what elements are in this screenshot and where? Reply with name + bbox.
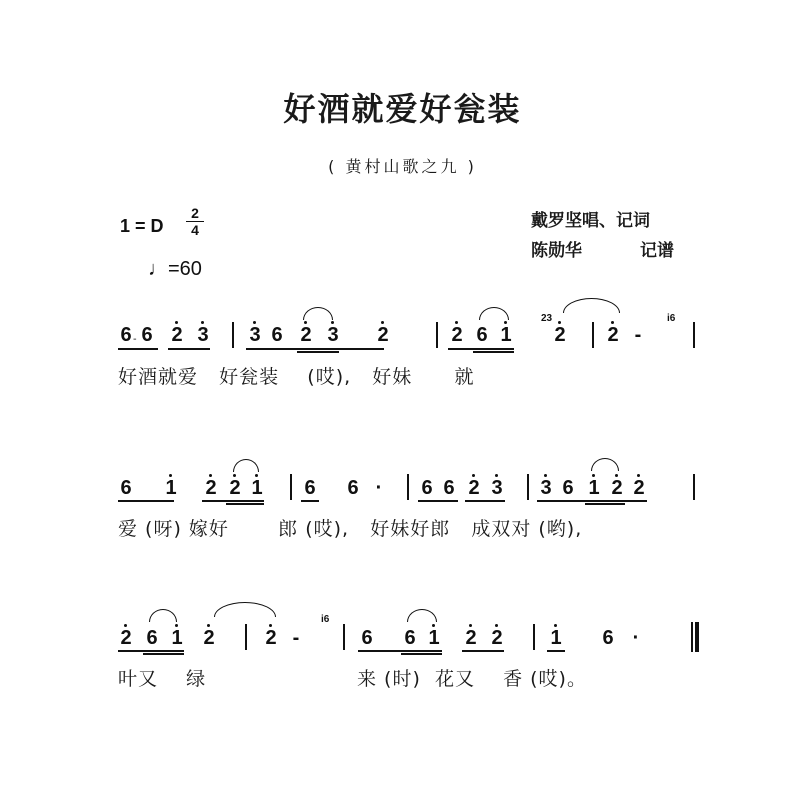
- barline: [592, 322, 594, 348]
- high-octave-dot: [504, 321, 507, 324]
- dash-mark: -: [133, 334, 137, 345]
- barline: [693, 474, 695, 500]
- slur: [303, 307, 333, 320]
- high-octave-dot: [233, 474, 236, 477]
- final-barline-thin: [691, 622, 693, 652]
- final-barline-thick: [695, 622, 699, 652]
- lyrics-line-3b: 来 (时) 花又 香 (哎)。: [357, 668, 587, 690]
- grace-note: 23: [541, 313, 553, 324]
- barline: [232, 322, 234, 348]
- underline: [448, 348, 514, 350]
- note-extension: -: [292, 627, 300, 649]
- barline: [693, 322, 695, 348]
- barline: [436, 322, 438, 348]
- underline: [418, 500, 458, 502]
- barline: [407, 474, 409, 500]
- high-octave-dot: [124, 624, 127, 627]
- underline: [537, 500, 647, 502]
- slur: [591, 458, 619, 471]
- song-subtitle: ( 黄村山歌之九 ): [328, 157, 477, 176]
- slur: [407, 609, 437, 622]
- high-octave-dot: [495, 624, 498, 627]
- note: 3: [491, 477, 503, 499]
- high-octave-dot: [432, 624, 435, 627]
- high-octave-dot: [558, 321, 561, 324]
- note: 6: [361, 627, 373, 649]
- note: 6: [347, 477, 359, 499]
- underline: [118, 348, 158, 350]
- credit-transcriber-role: 记谱: [640, 241, 674, 261]
- note: 2: [229, 477, 241, 499]
- high-octave-dot: [637, 474, 640, 477]
- underline: [401, 653, 442, 655]
- slur: [479, 307, 509, 320]
- note: 2: [120, 627, 132, 649]
- tempo-marking: [148, 258, 202, 281]
- note: 3: [197, 324, 209, 346]
- underline: [297, 351, 339, 353]
- note: 3: [327, 324, 339, 346]
- note: 2: [554, 324, 566, 346]
- underline: [226, 503, 264, 505]
- high-octave-dot: [331, 321, 334, 324]
- note: 6: [146, 627, 158, 649]
- note: 6: [421, 477, 433, 499]
- note: 2: [607, 324, 619, 346]
- note: 1: [588, 477, 600, 499]
- barline: [527, 474, 529, 500]
- note: 3: [249, 324, 261, 346]
- barline: [245, 624, 247, 650]
- note: 2: [633, 477, 645, 499]
- note: 2: [451, 324, 463, 346]
- note: 1: [251, 477, 263, 499]
- note: 6: [120, 324, 132, 346]
- high-octave-dot: [255, 474, 258, 477]
- note: 6: [141, 324, 153, 346]
- lyrics-line-3a: 叶又 绿: [118, 668, 207, 690]
- tie: [214, 602, 276, 617]
- note: 2: [205, 477, 217, 499]
- slur: [233, 459, 259, 472]
- high-octave-dot: [253, 321, 256, 324]
- high-octave-dot: [495, 474, 498, 477]
- underline: [358, 650, 442, 652]
- high-octave-dot: [381, 321, 384, 324]
- underline: [462, 650, 504, 652]
- credit-singer-lyricist: 戴罗坚唱、记词: [531, 211, 650, 231]
- underline: [585, 503, 625, 505]
- tempo-value: =60: [168, 258, 202, 280]
- high-octave-dot: [592, 474, 595, 477]
- quarter-note-icon: ♩: [148, 258, 168, 280]
- time-signature: [186, 206, 204, 237]
- high-octave-dot: [611, 321, 614, 324]
- note: 6: [602, 627, 614, 649]
- note: 6: [271, 324, 283, 346]
- note: 6: [404, 627, 416, 649]
- high-octave-dot: [207, 624, 210, 627]
- note: 2: [611, 477, 623, 499]
- barline: [290, 474, 292, 500]
- note: 2: [171, 324, 183, 346]
- note: 2: [491, 627, 503, 649]
- high-octave-dot: [175, 321, 178, 324]
- note: 3: [540, 477, 552, 499]
- high-octave-dot: [615, 474, 618, 477]
- note: 1: [165, 477, 177, 499]
- barline: [343, 624, 345, 650]
- grace-note: i6: [667, 313, 676, 324]
- underline: [547, 650, 565, 652]
- underline: [202, 500, 264, 502]
- barline: [533, 624, 535, 650]
- lyrics-line-1: 好酒就爱 好瓮装 (哎), 好妹 就: [118, 366, 475, 388]
- note: 6: [476, 324, 488, 346]
- note: 1: [171, 627, 183, 649]
- high-octave-dot: [304, 321, 307, 324]
- high-octave-dot: [544, 474, 547, 477]
- key-signature: 1 = D: [120, 216, 164, 236]
- note: 6: [120, 477, 132, 499]
- high-octave-dot: [269, 624, 272, 627]
- note: 2: [377, 324, 389, 346]
- high-octave-dot: [169, 474, 172, 477]
- note: 2: [468, 477, 480, 499]
- underline: [246, 348, 384, 350]
- underline: [301, 500, 319, 502]
- note: 1: [550, 627, 562, 649]
- credit-transcriber: 陈勋华: [531, 241, 582, 261]
- underline: [465, 500, 505, 502]
- slur: [149, 609, 177, 622]
- grace-note: i6: [321, 614, 330, 625]
- note: 6: [562, 477, 574, 499]
- high-octave-dot: [472, 474, 475, 477]
- tie: [563, 298, 620, 313]
- note: 1: [500, 324, 512, 346]
- high-octave-dot: [469, 624, 472, 627]
- augmentation-dot: ·: [632, 627, 640, 649]
- high-octave-dot: [455, 321, 458, 324]
- underline: [118, 650, 184, 652]
- time-signature-numerator: 2: [191, 205, 199, 221]
- high-octave-dot: [201, 321, 204, 324]
- lyrics-line-2: 爱 (呀) 嫁好 郎 (哎), 好妹好郎 成双对 (哟),: [118, 518, 583, 540]
- underline: [118, 500, 174, 502]
- note: 2: [265, 627, 277, 649]
- note: 2: [465, 627, 477, 649]
- high-octave-dot: [175, 624, 178, 627]
- high-octave-dot: [209, 474, 212, 477]
- note: 1: [428, 627, 440, 649]
- note: 2: [203, 627, 215, 649]
- note: 2: [300, 324, 312, 346]
- underline: [473, 351, 514, 353]
- note: 6: [304, 477, 316, 499]
- high-octave-dot: [554, 624, 557, 627]
- song-title: 好酒就爱好瓮装: [283, 90, 522, 128]
- underline: [168, 348, 210, 350]
- note: 6: [443, 477, 455, 499]
- time-signature-denominator: 4: [191, 222, 199, 238]
- augmentation-dot: ·: [375, 477, 383, 499]
- note-extension: -: [634, 324, 642, 346]
- underline: [143, 653, 184, 655]
